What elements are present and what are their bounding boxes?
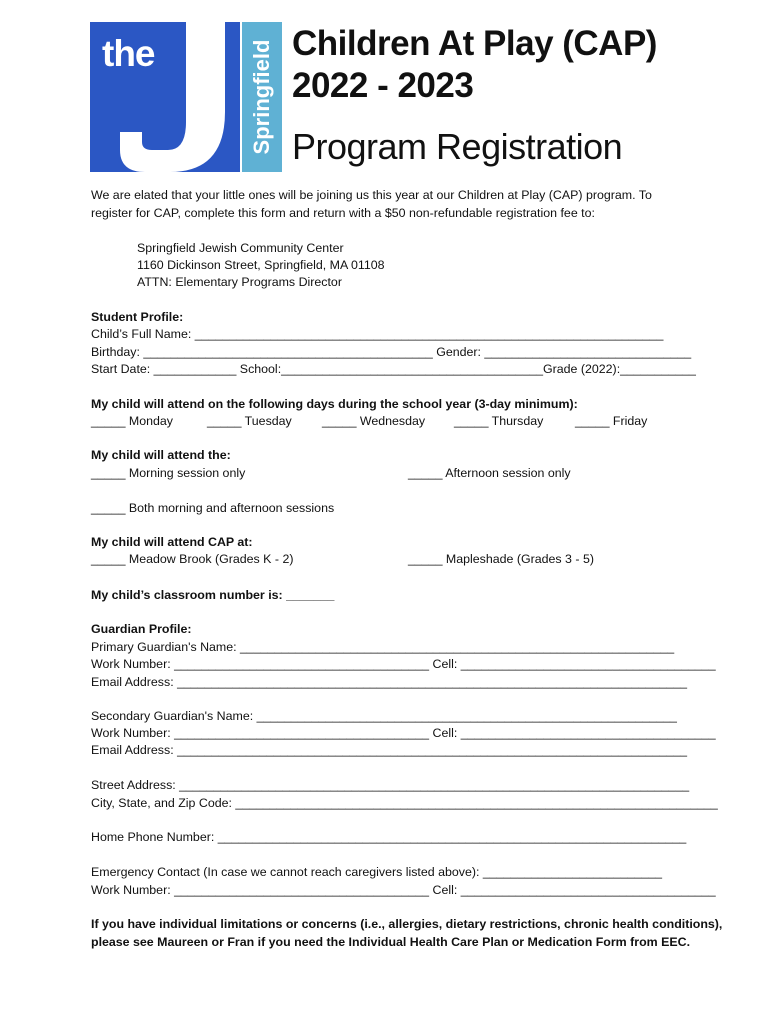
friday-option[interactable]: _____ Friday [575, 414, 648, 428]
mapleshade-option[interactable]: _____ Mapleshade (Grades 3 - 5) [408, 552, 594, 566]
birthday-gender-field[interactable]: Birthday: __________________________________________ Gender: ______________________________ [91, 345, 692, 359]
student-profile-heading: Student Profile: [91, 310, 184, 324]
sessions-heading: My child will attend the: [91, 448, 231, 462]
meadow-brook-option[interactable]: _____ Meadow Brook (Grades K - 2) [91, 552, 294, 566]
secondary-email-field[interactable]: Email Address: __________________________________________________________________________ [91, 743, 688, 757]
days-heading: My child will attend on the following days during the school year (3-day minimum): [91, 397, 578, 411]
address-line-2: 1160 Dickinson Street, Springfield, MA 01108 [137, 258, 385, 272]
start-school-grade-field[interactable]: Start Date: ____________ School:______________________________________Grade (2022):___________ [91, 362, 696, 376]
thursday-option[interactable]: _____ Thursday [454, 414, 544, 428]
emergency-contact-field[interactable]: Emergency Contact (In case we cannot reach caregivers listed above): __________________________ [91, 865, 663, 879]
logo-the-text: the [102, 33, 155, 74]
address-line-1: Springfield Jewish Community Center [137, 241, 344, 255]
primary-email-field[interactable]: Email Address: __________________________________________________________________________ [91, 675, 688, 689]
intro-line-2: register for CAP, complete this form and return with a $50 non-refundable registration fee to: [91, 206, 595, 220]
classroom-number-field[interactable]: My child’s classroom number is: _______ [91, 588, 335, 602]
child-name-field[interactable]: Child’s Full Name: ____________________________________________________________________ [91, 327, 664, 341]
page-title: Children At Play (CAP) [292, 24, 657, 63]
intro-line-1: We are elated that your little ones will be joining us this year at our Children at Play (CAP) program. To [91, 188, 652, 202]
tuesday-option[interactable]: _____ Tuesday [207, 414, 292, 428]
location-heading: My child will attend CAP at: [91, 535, 253, 549]
street-address-field[interactable]: Street Address: __________________________________________________________________________ [91, 778, 690, 792]
primary-work-cell-field[interactable]: Work Number: _____________________________________ Cell: _____________________________________ [91, 657, 716, 671]
morning-option[interactable]: _____ Morning session only [91, 466, 246, 480]
emergency-work-cell-field[interactable]: Work Number: _____________________________________ Cell: _____________________________________ [91, 883, 716, 897]
afternoon-option[interactable]: _____ Afternoon session only [408, 466, 571, 480]
page-subtitle: Program Registration [292, 126, 623, 167]
primary-guardian-name-field[interactable]: Primary Guardian's Name: _______________________________________________________________ [91, 640, 675, 654]
city-state-zip-field[interactable]: City, State, and Zip Code: ______________________________________________________________________ [91, 796, 718, 810]
wednesday-option[interactable]: _____ Wednesday [322, 414, 426, 428]
logo-springfield-text: Springfield [249, 39, 274, 155]
footer-note-line-2: please see Maureen or Fran if you need the Individual Health Care Plan or Medication Form from EEC. [91, 935, 691, 949]
home-phone-field[interactable]: Home Phone Number: ____________________________________________________________________ [91, 830, 687, 844]
monday-option[interactable]: _____ Monday [91, 414, 173, 428]
secondary-work-cell-field[interactable]: Work Number: _____________________________________ Cell: _____________________________________ [91, 726, 716, 740]
footer-note-line-1: If you have individual limitations or concerns (i.e., allergies, dietary restrictions, chronic health conditions), [91, 917, 723, 931]
guardian-profile-heading: Guardian Profile: [91, 622, 192, 636]
address-line-3: ATTN: Elementary Programs Director [137, 275, 342, 289]
both-sessions-option[interactable]: _____ Both morning and afternoon sessions [91, 501, 335, 515]
page-title-year: 2022 - 2023 [292, 66, 474, 105]
secondary-guardian-name-field[interactable]: Secondary Guardian's Name: _____________________________________________________________ [91, 709, 677, 723]
